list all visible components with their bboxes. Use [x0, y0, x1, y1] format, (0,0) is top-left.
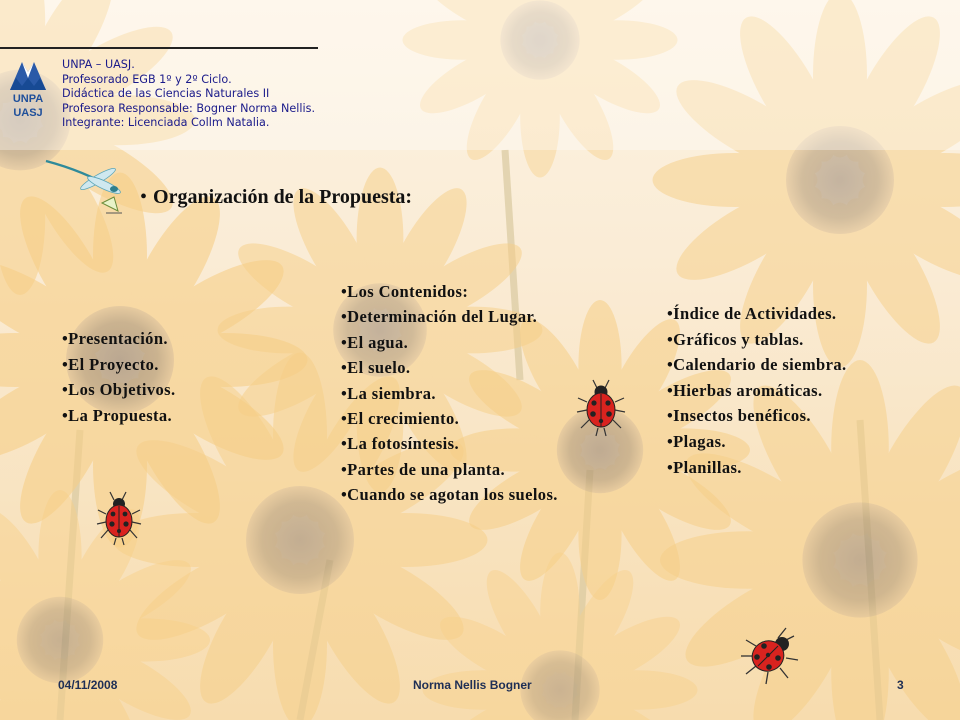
- dragonfly-icon: [44, 155, 128, 215]
- list-item: •La Propuesta.: [62, 405, 173, 425]
- svg-text:UASJ: UASJ: [13, 107, 43, 119]
- list-item: •La fotosíntesis.: [341, 434, 459, 454]
- header-line: Integrante: Licenciada Collm Natalia.: [62, 116, 270, 129]
- svg-text:UNPA: UNPA: [12, 93, 44, 105]
- list-item: •Hierbas aromáticas.: [667, 380, 823, 400]
- list-item: •La siembra.: [341, 383, 436, 403]
- list-item: •Los Contenidos:: [341, 282, 469, 301]
- ladybug-icon: [96, 490, 142, 546]
- list-item: •Los Objetivos.: [62, 380, 176, 399]
- list-item: •Cuando se agotan los suelos.: [341, 485, 558, 505]
- title-bullet: •: [140, 186, 148, 208]
- list-item: •Índice de Actividades.: [667, 304, 837, 323]
- list-item: •El agua.: [341, 332, 409, 352]
- list-item: •Calendario de siembra.: [667, 355, 847, 375]
- header-line: Profesorado EGB 1º y 2º Ciclo.: [62, 72, 232, 86]
- footer-author: Norma Nellis Bogner: [413, 678, 532, 692]
- list-item: •El crecimiento.: [341, 409, 460, 429]
- middle-list: [341, 279, 558, 508]
- header-info: [62, 58, 315, 131]
- list-item: •Insectos benéficos.: [667, 406, 811, 426]
- list-item: •Gráficos y tablas.: [667, 329, 804, 349]
- list-item: •Planillas.: [667, 457, 742, 477]
- list-item: •Presentación.: [62, 329, 168, 348]
- header-line: Profesora Responsable: Bogner Norma Nellis.: [62, 101, 316, 115]
- ladybug-icon: [575, 378, 627, 438]
- title-text: Organización de la Propuesta:: [153, 186, 413, 208]
- list-item: •Partes de una planta.: [341, 459, 506, 479]
- ladybug-icon: [738, 624, 802, 688]
- header-rule: [0, 47, 318, 49]
- header-line: Didáctica de las Ciencias Naturales II: [62, 87, 270, 100]
- slide-title: [140, 186, 412, 209]
- unpa-logo: [8, 56, 48, 122]
- right-list: [667, 301, 847, 480]
- footer-date: 04/11/2008: [58, 678, 118, 692]
- list-item: •El suelo.: [341, 358, 411, 378]
- list-item: •El Proyecto.: [62, 354, 159, 374]
- list-item: •Plagas.: [667, 431, 726, 451]
- left-list: [62, 326, 176, 428]
- list-item: •Determinación del Lugar.: [341, 307, 538, 327]
- footer-page-number: 3: [897, 678, 904, 692]
- header-line: UNPA – UASJ.: [62, 58, 135, 71]
